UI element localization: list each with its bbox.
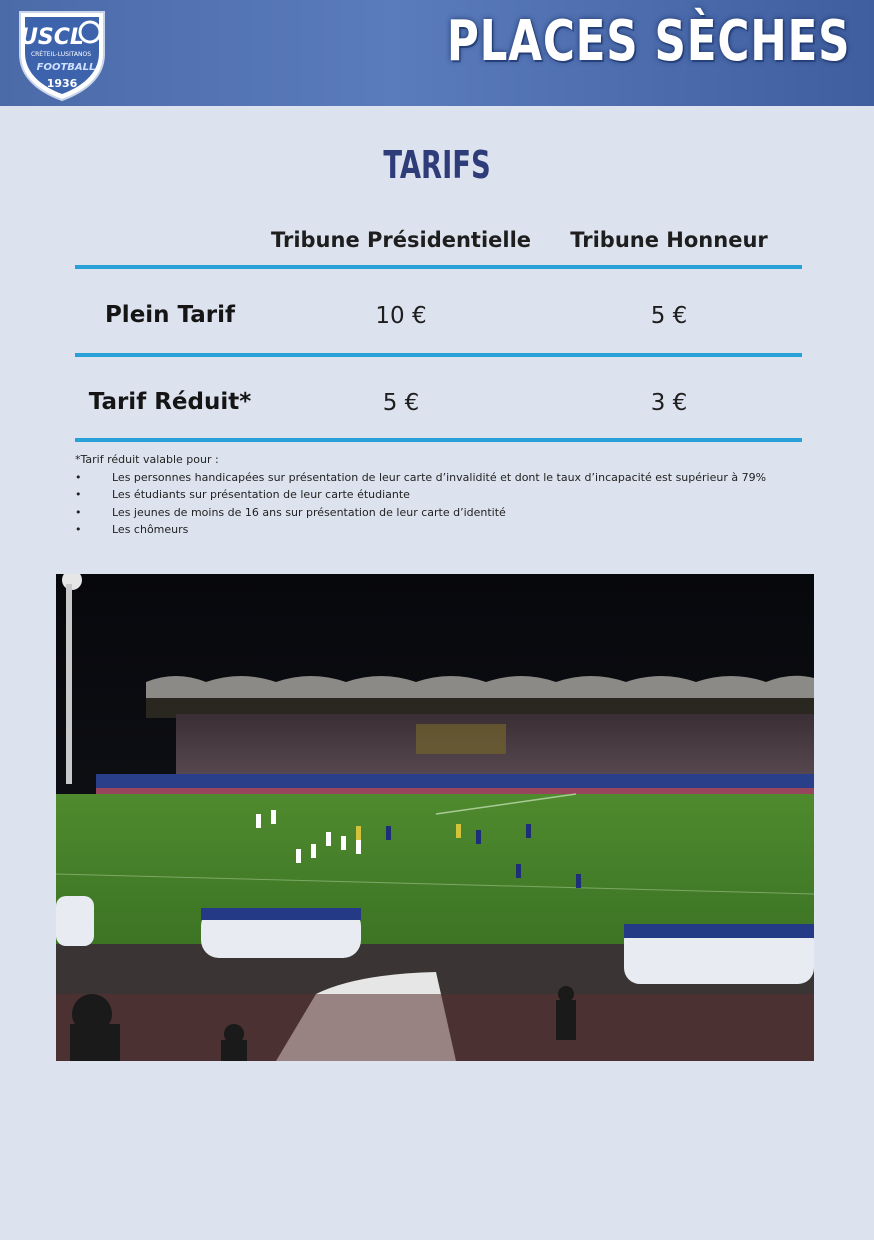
stadium-photo: [56, 574, 814, 1061]
list-item: • Les étudiants sur présentation de leur carte étudiante: [75, 486, 835, 504]
price-cell: 5 €: [382, 390, 420, 416]
column-header-presidentielle: Tribune Présidentielle: [270, 228, 532, 252]
price-cell: 3 €: [650, 390, 688, 416]
reduced-rate-notes: [75, 451, 835, 539]
section-title: TARIFS: [383, 143, 491, 187]
club-logo: [14, 6, 110, 102]
page-title: PLACES SÈCHES: [446, 9, 850, 74]
table-divider: [75, 265, 802, 269]
table-divider: [75, 438, 802, 442]
svg-text:FOOTBALL: FOOTBALL: [36, 62, 96, 73]
column-header-honneur: Tribune Honneur: [570, 228, 768, 252]
list-item: • Les chômeurs: [75, 521, 835, 539]
notes-list: [75, 469, 835, 539]
svg-text:1936: 1936: [46, 77, 78, 90]
page-header: [0, 0, 874, 106]
row-label-plein-tarif: Plein Tarif: [104, 302, 236, 328]
bullet-icon: •: [75, 470, 82, 484]
table-divider: [75, 353, 802, 357]
row-label-tarif-reduit: Tarif Réduit*: [88, 389, 252, 415]
price-cell: 10 €: [375, 303, 427, 329]
bullet-icon: •: [75, 523, 82, 536]
notes-intro: *Tarif réduit valable pour :: [75, 453, 219, 466]
list-item: • Les jeunes de moins de 16 ans sur présentation de leur carte d’identité: [75, 504, 835, 522]
svg-text:USCL: USCL: [20, 25, 84, 50]
list-item: • Les personnes handicapées sur présentation de leur carte d’invalidité et dont le taux d’incapacité est supérieur à 79%: [75, 469, 835, 487]
bullet-icon: •: [75, 505, 82, 519]
price-cell: 5 €: [650, 303, 688, 329]
svg-text:CRÉTEIL-LUSITANOS: CRÉTEIL-LUSITANOS: [30, 51, 92, 58]
bullet-icon: •: [75, 488, 82, 501]
